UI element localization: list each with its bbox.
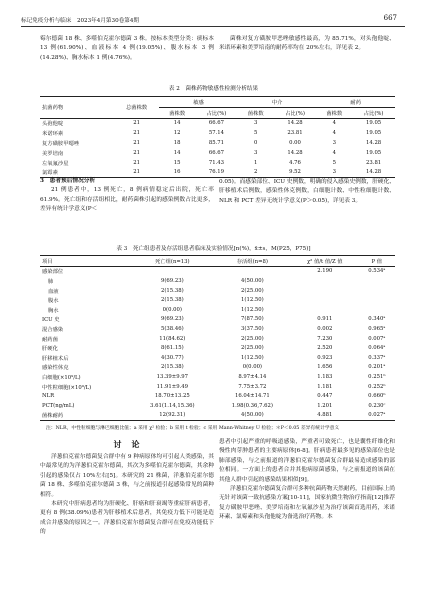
value-cell: 3 <box>254 149 258 156</box>
value-cell: 0 <box>254 140 258 147</box>
value-cell: 1.656 <box>317 364 333 371</box>
table-row <box>40 148 395 158</box>
row-label-cell: NLR <box>42 393 55 400</box>
value-cell: 23.81 <box>366 159 382 166</box>
drug-name-cell: 美罗培南 <box>42 150 64 157</box>
col-header-item: 项目 <box>40 256 131 267</box>
value-cell: 4(50.00) <box>241 277 264 284</box>
value-cell: 12 <box>173 130 181 137</box>
value-cell: 1(12.50) <box>241 297 264 304</box>
table-row <box>40 158 395 168</box>
value-cell: 0.447 <box>317 393 333 400</box>
table-row <box>40 372 395 382</box>
value-cell: 0.064ᵃ <box>368 345 386 352</box>
discussion-paragraph: 患者中引起严重的呼吸道感染，严重者可致死亡，也是囊性纤维化和慢性肉芽肿患者的主要病原体[6-8]。肝病患者最多见的感染部位也是肺部感染，与之前报道的洋葱伯克霍尔德菌复合群最易造成感染的部位相同。一方面上的患者合并其他病原菌感染，与之前报道的该菌在其他人群中引起的感染结果相似[9]。 <box>219 439 395 483</box>
value-cell: 13.39±9.97 <box>156 373 189 380</box>
page-number: 667 <box>383 14 397 22</box>
value-cell: 15 <box>173 159 181 166</box>
value-cell: 21 <box>133 140 140 147</box>
value-cell: 14 <box>173 149 181 156</box>
value-cell: 76.19 <box>195 168 238 178</box>
col-header-intermediate: 中介 <box>238 97 317 108</box>
discussion-paragraph: 本研究中肝病患者均为肝硬化、肝癌和肝衰竭等重症肝病患者，更有 8 例(38.09%)患者为肝移植术后患者，其免疫力低下可能是造成合并感染的原因之一。洋葱伯克霍尔德菌复合群可在免疫功能低下的 <box>40 501 214 536</box>
table-row <box>40 363 395 373</box>
value-cell: 0.201ᵃ <box>368 364 386 371</box>
value-cell: 14 <box>173 120 181 127</box>
table2-caption: 表 2 菌株药物敏感性检测分析结果 <box>168 86 259 92</box>
journal-header: 标记免疫分析与临床 2023年4月第30卷第4期 <box>21 18 139 24</box>
value-cell: 14.28 <box>366 140 382 147</box>
intro-right-column <box>219 35 395 54</box>
value-cell: 18.70±13.25 <box>154 393 190 400</box>
value-cell: 16.04±14.71 <box>234 393 270 400</box>
value-cell: 19.05 <box>366 130 382 137</box>
outcome-table <box>40 255 395 421</box>
value-cell: 0.660ᵇ <box>368 393 386 400</box>
discussion-paragraph: 洋葱伯克霍尔德菌复合群中有 9 种病原体均可引起人类感染，其中最常见的为洋葱伯克霍尔德菌，其次为多噬伯克霍尔德菌，其余种引起的感染仅占 10%左右[5]。本研究的 21 株菌，洋葱伯克霍尔德菌 18 株、多噬伯克霍尔德菌 3 株，与之前报道引起感染常见的菌种相符。 <box>40 454 214 498</box>
value-cell: 21 <box>133 130 140 137</box>
value-cell <box>291 286 359 296</box>
row-label-cell: 白细胞(×10⁹/L) <box>42 374 81 381</box>
col-header-resistant: 耐药 <box>316 97 395 108</box>
section3-title: 3 患者预后情况分析 <box>40 178 96 184</box>
row-label-cell: 混合感染 <box>42 326 64 333</box>
value-cell: 5 <box>254 130 258 137</box>
value-cell: 66.67 <box>208 120 225 127</box>
table-row <box>40 286 395 296</box>
value-cell: 1.181 <box>317 383 333 390</box>
value-cell: 21 <box>133 149 140 156</box>
table-row <box>40 266 395 276</box>
value-cell: 0.230ᶜ <box>368 402 386 409</box>
value-cell: 21 <box>114 168 159 178</box>
value-cell: 23.81 <box>287 130 303 137</box>
row-label-cell: 血液 <box>48 288 59 295</box>
value-cell: 9.52 <box>274 168 317 178</box>
drug-name-cell: 米诺环素 <box>42 131 64 138</box>
value-cell <box>359 305 395 315</box>
section3-right-column <box>219 178 395 206</box>
section3-right-text: 0.05)。而感染部位、ICU 史例数，明确的侵入感染史例数，肝硬化、肝移植术后例数，感染性休克例数，白细胞计数、中性粒细胞计数、NLR 和 PCT 差异无统计学意义(P＞0.05)，详见表 3。 <box>219 179 395 204</box>
value-cell: 0.965ᵃ <box>368 325 386 332</box>
value-cell: 0.911 <box>317 316 333 323</box>
table-row <box>40 324 395 334</box>
value-cell: 4(50.00) <box>214 411 291 421</box>
value-cell <box>359 295 395 305</box>
value-cell: 4 <box>332 149 336 156</box>
intro-left-paragraph: 霉尔德菌 18 株、多噬伯克霍尔德菌 3 株。按标本类型分类：痰标本 13 例(61.90%)、血液标本 4 例(19.05%)、腹水标本 3 例(14.28%)、胸水标本 1 例(4.76%)。 <box>40 36 214 61</box>
value-cell: 0(0.00) <box>242 364 263 371</box>
value-cell: 4.76 <box>289 159 301 166</box>
table-row <box>40 305 395 315</box>
value-cell <box>291 305 359 315</box>
value-cell: 2(25.00) <box>241 335 264 342</box>
value-cell: 21 <box>133 120 140 127</box>
table3-caption: 表 3 死亡组患者及存活组患者临床及实验情况[n(%)，x̄±s，M(P25，P75)] <box>116 246 311 252</box>
value-cell: 0.337ᵃ <box>368 354 386 361</box>
value-cell: 19.05 <box>366 149 382 156</box>
value-cell: 2(25.00) <box>241 345 264 352</box>
value-cell: 14.28 <box>287 149 303 156</box>
table3-note: 注：NLR，中性粒细胞与淋巴细胞比值；a 采用 χ² 检验；b 采用 t 检验；c 采用 Mann-Whitney U 检验；＊P＜0.05 差异有统计学意义 <box>46 426 340 431</box>
value-cell: 14.28 <box>352 168 395 178</box>
value-cell: 4 <box>332 130 336 137</box>
table-row <box>40 276 395 286</box>
value-cell: 3(37.50) <box>241 325 264 332</box>
value-cell: 0.007ᵃ <box>368 335 386 342</box>
value-cell: 3 <box>316 168 352 178</box>
value-cell: 7(87.50) <box>241 316 264 323</box>
value-cell: 0.027ᵃ <box>359 411 395 421</box>
value-cell: 18 <box>173 140 181 147</box>
table-row <box>40 334 395 344</box>
col-header-survival: 存活组(n=8) <box>214 256 291 267</box>
section3-left-column <box>40 177 214 215</box>
header-rule <box>21 26 405 27</box>
value-cell: 0.00 <box>289 140 301 147</box>
value-cell: 19.05 <box>366 120 382 127</box>
row-label-cell: 耐药菌 <box>42 336 58 343</box>
value-cell: 1(12.50) <box>241 354 264 361</box>
value-cell: 21 <box>133 159 140 166</box>
col-header-total: 总菌株数 <box>114 97 159 119</box>
value-cell: 71.43 <box>208 159 225 166</box>
table-row <box>40 343 395 353</box>
value-cell: 0.251ᵇ <box>368 373 386 380</box>
value-cell: 0.923 <box>317 354 333 361</box>
col-header-death: 死亡组(n=13) <box>131 256 214 267</box>
value-cell <box>214 266 291 276</box>
value-cell: 8.97±4.14 <box>238 373 267 380</box>
intro-right-paragraph: 菌株对复方磺胺甲恶唑敏感性最高，为 85.71%，对头孢他啶、米诺环素和美罗培南的耐药率均在 20%左右，详见表 2。 <box>219 36 395 52</box>
value-cell: 9(69.23) <box>160 277 184 284</box>
row-label-cell: 胸水 <box>48 307 59 314</box>
section3-left-text: 21 例患者中，13 例死亡，8 例病情稳定后出院，死亡率 61.9%。死亡组和存活组相比，耐药菌株引起的感染例数占比更多，差异有统计学意义(P＜ <box>40 187 214 213</box>
value-cell: 2(25.00) <box>241 287 264 294</box>
value-cell: 4 <box>332 120 336 127</box>
value-cell: 2(15.38) <box>160 287 184 294</box>
value-cell: 3 <box>332 140 336 147</box>
col-header-p: P 值 <box>359 256 395 267</box>
discussion-paragraph: 洋葱伯克霍尔德菌复合群可多种抗菌药物天然耐药，目前国际上尚无针对该菌一致抗感染方案[10-11]，国家抗微生物治疗指南[12]推荐复方磺胺甲恶唑、美罗培南和左氧氟沙星为治疗该菌首选用药，米诺环素、氯霉素和头孢他啶为备选治疗药物。本 <box>219 486 395 521</box>
table-row <box>40 295 395 305</box>
value-cell: 3 <box>254 120 258 127</box>
table-row <box>40 353 395 363</box>
value-cell: 4.881 <box>291 411 359 421</box>
value-cell: 3.61(1.14,15.36) <box>150 402 195 409</box>
row-label-cell: 腹水 <box>48 298 59 305</box>
discussion-right-column <box>219 438 395 523</box>
susceptibility-table <box>40 96 395 178</box>
value-cell: 1 <box>254 159 258 166</box>
value-cell: 57.14 <box>208 130 225 137</box>
drug-name-cell: 头孢他啶 <box>42 121 64 128</box>
value-cell <box>291 276 359 286</box>
value-cell: 85.71 <box>208 140 225 147</box>
sub-header: 占比(%) <box>274 107 317 118</box>
value-cell <box>359 286 395 296</box>
col-header-statistic: χ² 值/t 值/Z 值 <box>291 256 359 267</box>
value-cell: 4(30.77) <box>160 354 184 361</box>
table-row <box>40 391 395 401</box>
value-cell: 2.520 <box>317 345 333 352</box>
value-cell: 7.230 <box>317 335 333 342</box>
value-cell: 2(15.38) <box>160 364 184 371</box>
row-label-cell: 感染部位 <box>42 269 64 276</box>
value-cell <box>359 276 395 286</box>
value-cell: 1.98(0.36,7.62) <box>231 402 273 409</box>
sub-header: 菌株数 <box>316 107 352 118</box>
value-cell: 1.183 <box>317 373 333 380</box>
sub-header: 菌株数 <box>238 107 274 118</box>
value-cell: 2.190 <box>317 268 333 275</box>
value-cell: 0.534ᵃ <box>368 268 386 275</box>
value-cell: 16 <box>159 168 195 178</box>
row-label-cell: 肝移植术后 <box>42 355 69 362</box>
value-cell: 2 <box>238 168 274 178</box>
col-header-drug: 抗菌药物 <box>40 97 114 119</box>
row-label-cell: PCT(ng/mL) <box>42 402 75 409</box>
table-row <box>40 382 395 392</box>
row-label-cell: ICU 史 <box>42 317 60 324</box>
row-label-cell: 菌株耐药 <box>40 411 131 421</box>
discussion-title: 讨 论 <box>113 439 141 449</box>
value-cell: 5(38.46) <box>160 325 184 332</box>
table-row <box>40 118 395 128</box>
intro-left-column <box>40 35 214 63</box>
value-cell: 1.201 <box>317 402 333 409</box>
value-cell: 7.75±3.72 <box>238 383 267 390</box>
value-cell <box>291 295 359 305</box>
value-cell: 8(61.15) <box>160 345 184 352</box>
table-row <box>40 315 395 325</box>
sub-header: 占比(%) <box>352 107 395 118</box>
value-cell: 0.002 <box>317 325 333 332</box>
row-label-cell: 肺 <box>48 278 54 285</box>
table-row <box>40 401 395 411</box>
value-cell: 9(69.23) <box>160 316 184 323</box>
value-cell: 5 <box>332 159 336 166</box>
discussion-left-column <box>40 438 214 538</box>
value-cell <box>131 266 214 276</box>
value-cell: 11.91±9.49 <box>156 383 189 390</box>
table-row <box>40 411 395 421</box>
value-cell: 1(12.50) <box>241 306 264 313</box>
value-cell: 2(15.38) <box>160 297 184 304</box>
value-cell: 14.28 <box>287 120 303 127</box>
value-cell: 12(92.31) <box>131 411 214 421</box>
table-row <box>40 138 395 148</box>
value-cell: 11(84.62) <box>159 335 186 342</box>
row-label-cell: 中性粒细胞(×10⁹/L) <box>42 384 92 391</box>
drug-name-cell: 氯霉素 <box>40 168 114 178</box>
row-label-cell: 感染性休克 <box>42 365 69 372</box>
row-label-cell: 肝硬化 <box>42 346 58 353</box>
value-cell: 0.340ᵃ <box>368 316 386 323</box>
value-cell: 0.252ᵇ <box>368 383 386 390</box>
drug-name-cell: 左氧氟沙星 <box>42 160 69 167</box>
col-header-sensitive: 敏感 <box>159 97 238 108</box>
value-cell: 0(0.00) <box>162 306 182 313</box>
table-row <box>40 128 395 138</box>
sub-header: 占比(%) <box>195 107 238 118</box>
drug-name-cell: 复方磺胺甲噁唑 <box>42 141 80 148</box>
value-cell: 66.67 <box>208 149 225 156</box>
sub-header: 菌株数 <box>159 107 195 118</box>
